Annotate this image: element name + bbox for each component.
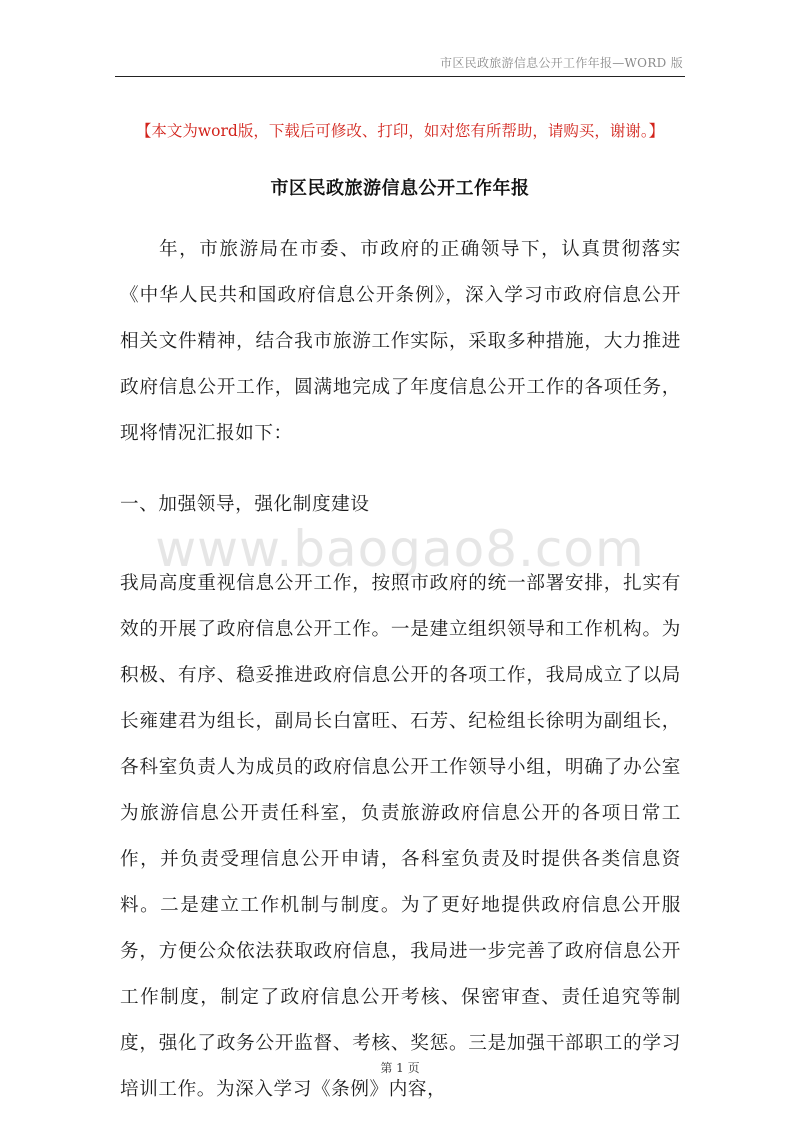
purchase-notice: 【本文为word版，下载后可修改、打印，如对您有所帮助，请购买，谢谢。】 (135, 122, 665, 140)
intro-paragraph: 年，市旅游局在市委、市政府的正确领导下，认真贯彻落实《中华人民共和国政府信息公开条例》，深入学习市政府信息公开相关文件精神，结合我市旅游工作实际，采取多种措施，大力推进政府信息公开工作，圆满地完成了年度信息公开工作的各项任务，现将情况汇报如下： (120, 239, 681, 444)
header-divider (115, 76, 685, 77)
body-paragraph: 我局高度重视信息公开工作，按照市政府的统一部署安排，扎实有效的开展了政府信息公开工作。一是建立组织领导和工作机构。为积极、有序、稳妥推进政府信息公开的各项工作，我局成立了以局长雍建君为组长，副局长白富旺、石芳、纪检组长徐明为副组长，各科室负责人为成员的政府信息公开工作领导小组，明确了办公室为旅游信息公开责任科室，负责旅游政府信息公开的各项日常工作，并负责受理信息公开申请，各科室负责及时提供各类信息资料。二是建立工作机制与制度。为了更好地提供政府信息公开服务，方便公众依法获取政府信息，我局进一步完善了政府信息公开工作制度，制定了政府信息公开考核、保密审查、责任追究等制度，强化了政务公开监督、考核、奖惩。三是加强干部职工的学习培训工作。为深入学习《条例》内容， (120, 573, 681, 1100)
document-title: 市区民政旅游信息公开工作年报 (270, 178, 530, 199)
watermark: www.baogao8.com (155, 520, 645, 578)
section-heading: 一、加强领导，强化制度建设 (120, 494, 370, 515)
page-header-title: 市区民政旅游信息公开工作年报—WORD 版 (440, 56, 683, 70)
page-number: 第 1 页 (380, 1061, 420, 1075)
